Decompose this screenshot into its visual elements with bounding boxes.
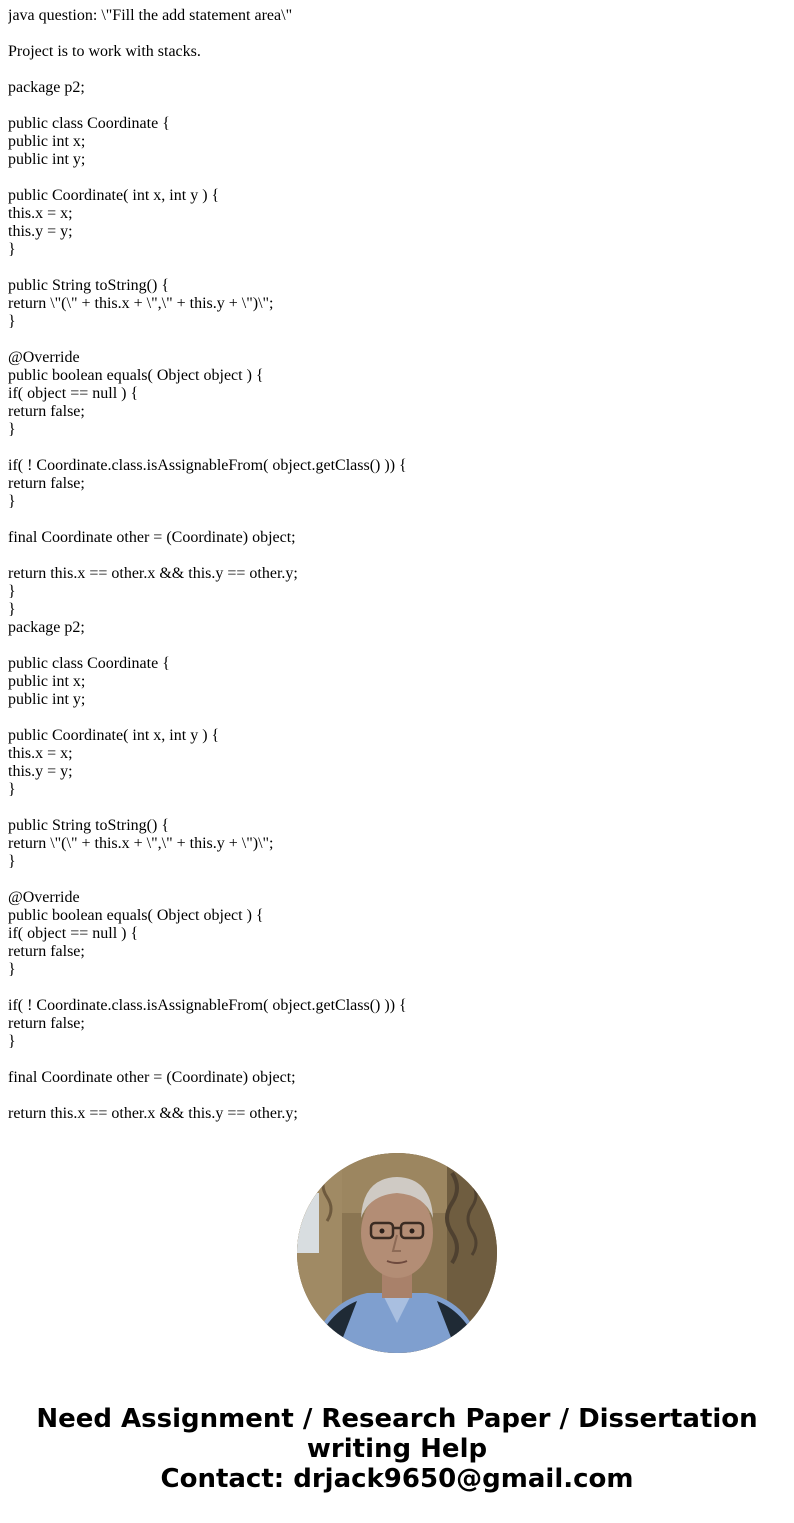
blank-line [8,25,778,43]
code-line: final Coordinate other = (Coordinate) object; [8,1069,296,1086]
code-line: public class Coordinate { [8,655,170,672]
code-line: if( object == null ) { [8,385,139,402]
code-line: return \"(\" + this.x + \",\" + this.y + \")\"; [8,295,274,312]
code-line: return this.x == other.x && this.y == other.y; [8,1105,298,1122]
code-line [8,979,778,997]
code-line [8,439,778,457]
code-line [8,547,778,565]
code-line: public int x; [8,673,86,690]
promo-banner [0,1404,794,1494]
code-line: package p2; [8,619,85,636]
code-line: } [8,853,16,870]
code-line: } [8,421,16,438]
code-line [8,169,778,187]
question-intro: Project is to work with stacks. [8,43,201,60]
blank-line [8,61,778,79]
code-line: } [8,583,16,600]
code-line: public boolean equals( Object object ) { [8,367,264,384]
code-line: final Coordinate other = (Coordinate) object; [8,529,296,546]
code-line: return this.x == other.x && this.y == other.y; [8,565,298,582]
code-line [8,871,778,889]
code-line: return false; [8,1015,85,1032]
code-line [8,637,778,655]
code-line: if( ! Coordinate.class.isAssignableFrom( object.getClass() )) { [8,997,407,1014]
code-line: public String toString() { [8,817,170,834]
code-line: this.y = y; [8,763,73,780]
code-line: package p2; [8,79,85,96]
code-line [8,331,778,349]
code-line [8,511,778,529]
code-line [8,259,778,277]
code-line [8,1051,778,1069]
promo-line-1: Need Assignment / Research Paper / Dissertation [36,1404,758,1434]
code-line: } [8,961,16,978]
code-line: public int y; [8,151,86,168]
code-line: if( object == null ) { [8,925,139,942]
code-line: } [8,493,16,510]
code-line [8,1087,778,1105]
code-line: public class Coordinate { [8,115,170,132]
code-line: if( ! Coordinate.class.isAssignableFrom( object.getClass() )) { [8,457,407,474]
code-line: this.y = y; [8,223,73,240]
code-line: @Override [8,889,80,906]
code-line: public Coordinate( int x, int y ) { [8,727,220,744]
code-line: public int y; [8,691,86,708]
code-line: @Override [8,349,80,366]
code-line: public int x; [8,133,86,150]
code-line: } [8,1033,16,1050]
code-line: this.x = x; [8,205,73,222]
code-line: } [8,313,16,330]
code-line: } [8,241,16,258]
code-line [8,709,778,727]
question-title: java question: \"Fill the add statement area\" [8,7,293,24]
author-avatar [297,1153,497,1353]
question-content [8,7,778,1123]
code-block [8,79,778,1123]
code-line: this.x = x; [8,745,73,762]
promo-line-2: writing Help [306,1434,488,1464]
code-line: return false; [8,475,85,492]
code-line: return false; [8,943,85,960]
code-line [8,799,778,817]
person-photo-icon [297,1153,497,1353]
code-line [8,97,778,115]
code-line: public String toString() { [8,277,170,294]
code-line: } [8,781,16,798]
code-line: return \"(\" + this.x + \",\" + this.y + \")\"; [8,835,274,852]
code-line: return false; [8,403,85,420]
code-line: public boolean equals( Object object ) { [8,907,264,924]
promo-contact: Contact: drjack9650@gmail.com [160,1464,634,1494]
code-line: public Coordinate( int x, int y ) { [8,187,220,204]
code-line: } [8,601,16,618]
